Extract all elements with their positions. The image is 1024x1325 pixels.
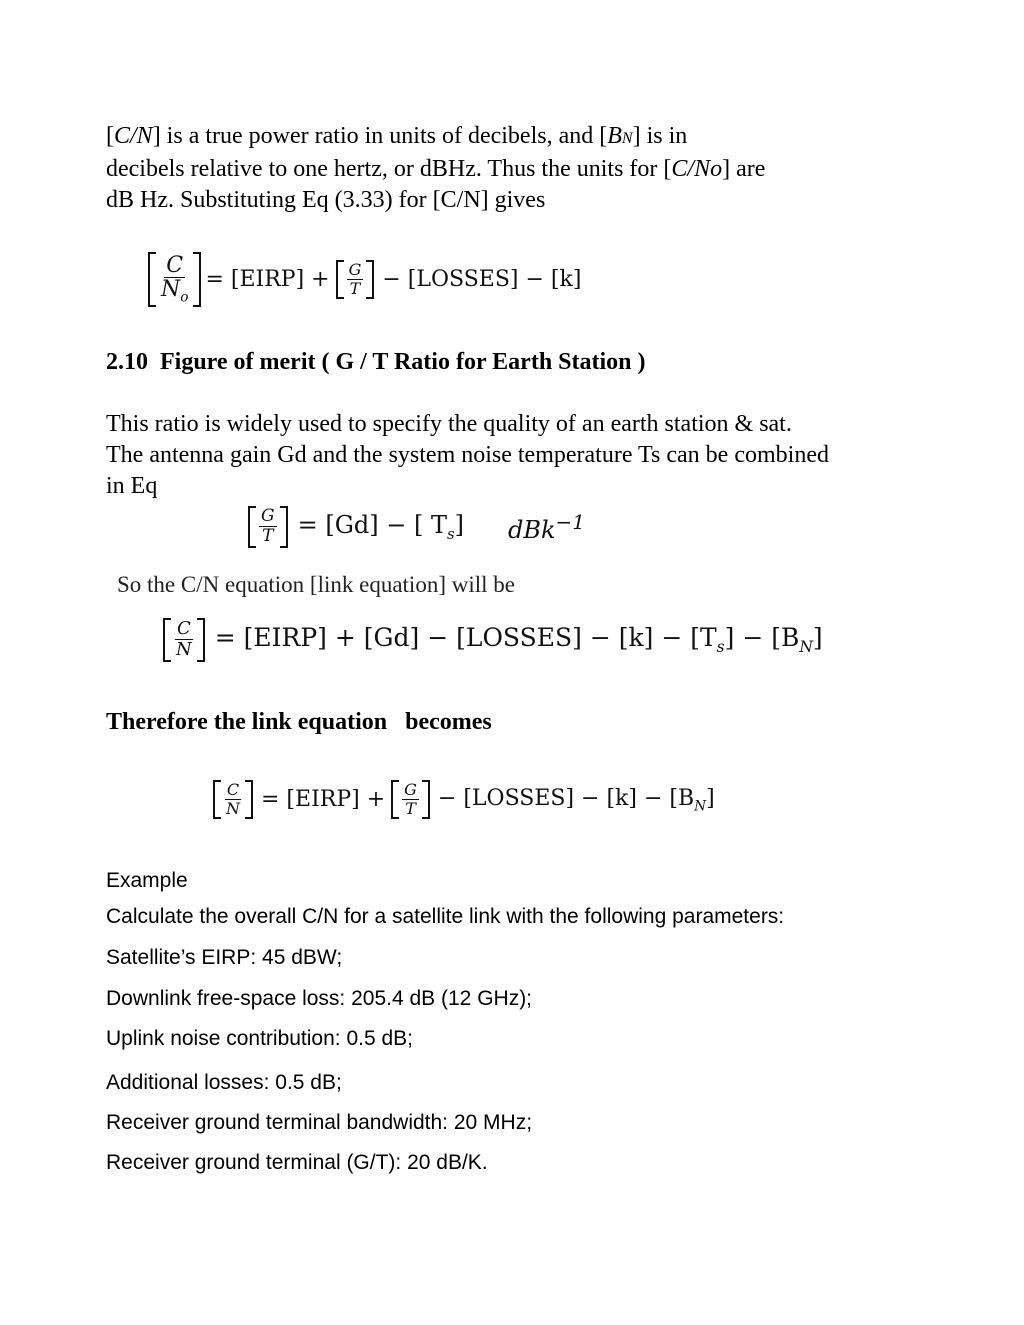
equation-gt: $\frac{G}{T}$ = [Gd] − [ $T_s$] dBk$^{-1}$ (248, 506, 585, 548)
equation-cno-tail: − [LOSSES] − [k] (382, 267, 582, 293)
equation-cno-middle: = [EIRP] + (205, 267, 330, 293)
example-item-eirp: Satellite’s EIRP: 45 dBW; (106, 946, 343, 969)
example-item-gt: Receiver ground terminal (G/T): 20 dB/K. (106, 1151, 488, 1174)
equation-cn-final: $\frac{C}{N}$ = [EIRP] + $\frac{G}{T}$ − [LOSSES] − $[k] - [B_N]$ (213, 780, 715, 819)
equation-cno: $\frac{C}{N_o}$ = [EIRP] + $\frac{G}{T}$ − [LOSSES] − [k] (148, 252, 581, 307)
cno-term: C/No (671, 156, 723, 182)
intro-line-3: dB Hz. Substituting Eq (3.33) for [C/N] gives (106, 187, 546, 213)
equation-gt-unit: dBk$^{-1}$ (507, 509, 586, 544)
example-item-bandwidth: Receiver ground terminal bandwidth: 20 MHz; (106, 1111, 533, 1134)
intro-line-2: decibels relative to one hertz, or dBHz. Thus the units for [C/No] are (106, 156, 766, 182)
link-equation-heading: Therefore the link equation becomes (106, 709, 492, 735)
example-item-uplink-noise: Uplink noise contribution: 0.5 dB; (106, 1027, 414, 1050)
example-title: Example (106, 869, 188, 892)
example-item-additional-losses: Additional losses: 0.5 dB; (106, 1071, 342, 1094)
example-item-freespace-loss: Downlink free-space loss: 205.4 dB (12 GHz); (106, 987, 533, 1010)
intro-line-1: [C/N] is a true power ratio in units of decibels, and [BN] is in (106, 123, 688, 149)
example-intro: Calculate the overall C/N for a satellite link with the following parameters: (106, 905, 785, 928)
bn-term: B (607, 123, 622, 149)
equation-cn-expanded: $\frac{C}{N}$ = [EIRP] + [Gd] − [LOSSES] − $[k] - [T_s] - [B_N]$ (163, 618, 823, 662)
section-heading-figure-of-merit: 2.10 Figure of merit ( G / T Ratio for Earth Station ) (106, 349, 646, 375)
link-equation-caption: So the C/N equation [link equation] will be (117, 572, 515, 597)
gt-paragraph: This ratio is widely used to specify the quality of an earth station & sat. The antenna gain Gd and the system noise temperature Ts can be combined in Eq (106, 411, 829, 499)
intro-paragraph (106, 121, 926, 216)
cn-term: C/N (114, 123, 153, 149)
